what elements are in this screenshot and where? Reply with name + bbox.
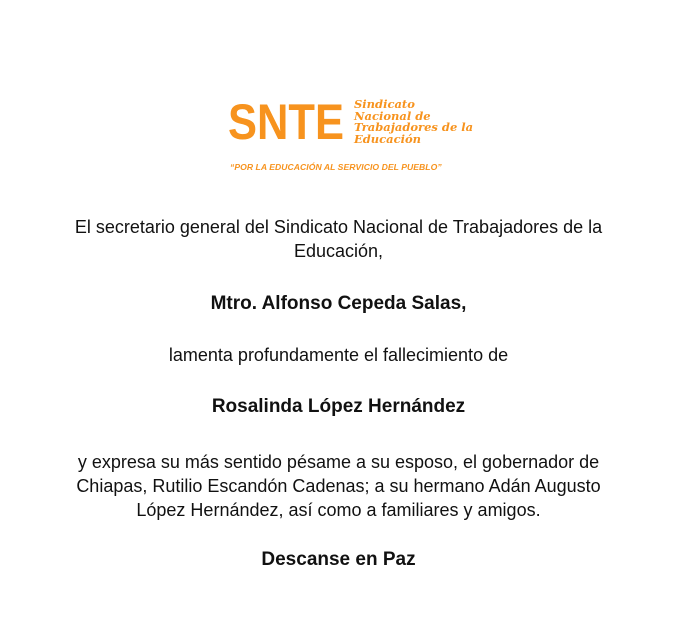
condolence-line: y expresa su más sentido pésame a su esposo, el gobernador de: [77, 452, 600, 472]
condolence-line: Chiapas, Rutilio Escandón Cadenas; a su hermano Adán Augusto: [76, 476, 601, 496]
snte-acronym: SNTE: [228, 94, 344, 150]
intro-line: El secretario general del Sindicato Nacional de Trabajadores de la: [74, 217, 603, 237]
condolence-paragraph: [0, 450, 677, 522]
snte-name-line: Nacional de: [354, 108, 431, 123]
deceased-name: Rosalinda López Hernández: [211, 396, 466, 417]
snte-full-name: [354, 99, 473, 145]
snte-tagline: “POR LA EDUCACIÓN AL SERVICIO DEL PUEBLO”: [230, 162, 442, 172]
snte-logo: [228, 96, 478, 176]
snte-logo-mark: [228, 94, 346, 150]
condolence-line: López Hernández, así como a familiares y amigos.: [136, 500, 541, 520]
sender-name: Mtro. Alfonso Cepeda Salas,: [210, 293, 467, 314]
snte-name-line: Sindicato: [354, 97, 415, 111]
snte-name-line: Educación: [354, 131, 422, 146]
closing-line: Descanse en Paz: [261, 549, 416, 570]
laments-line: lamenta profundamente el fallecimiento de: [168, 345, 509, 365]
intro-paragraph: [0, 215, 677, 263]
snte-name-line: Trabajadores de la: [354, 120, 474, 134]
intro-line: Educación,: [293, 241, 384, 261]
